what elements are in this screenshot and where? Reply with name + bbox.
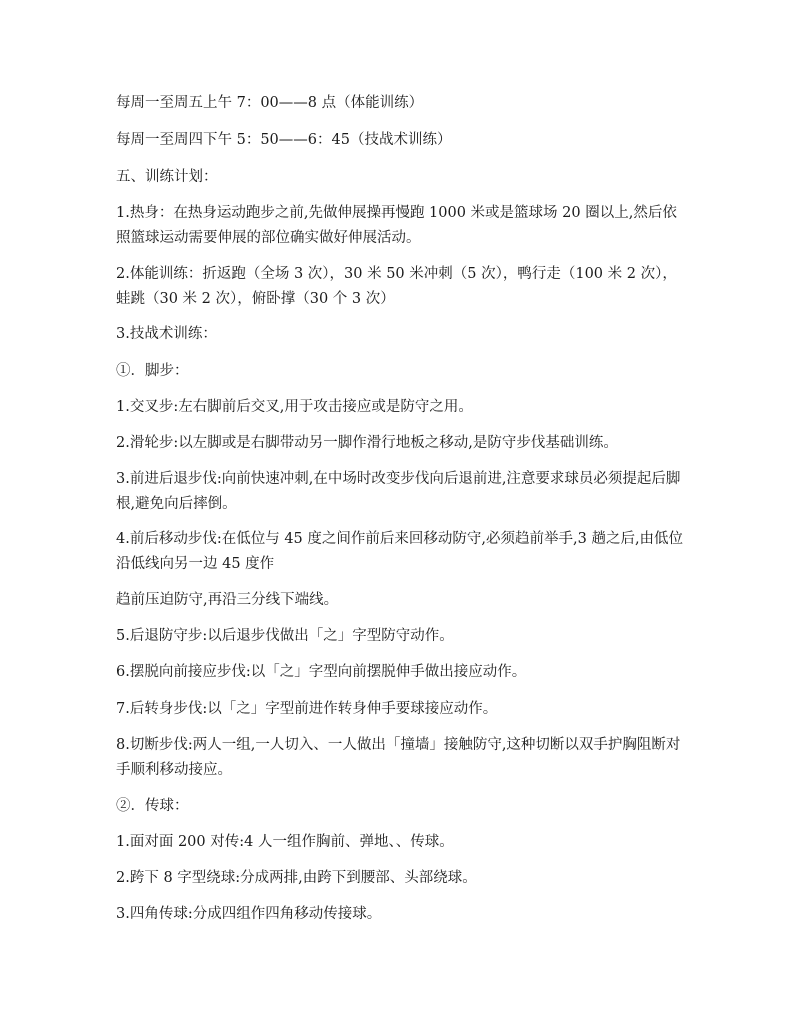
schedule-morning: 每周一至周五上午 7：00——8 点（体能训练） xyxy=(116,95,424,111)
footwork-item-7: 7.后转身步伐:以「之」字型前进作转身伸手要球接应动作。 xyxy=(116,701,498,717)
item-fitness-training: 2.体能训练：折返跑（全场 3 次），30 米 50 米冲刺（5 次），鸭行走（100 米 2 次），蛙跳（30 米 2 次），俯卧撑（30 个 3 次） xyxy=(116,266,677,307)
footwork-item-2: 2.滑轮步:以左脚或是右脚带动另一脚作滑行地板之移动,是防守步伐基础训练。 xyxy=(116,435,618,451)
footwork-item-8: 8.切断步伐:两人一组,一人切入、一人做出「撞墙」接触防守,这种切断以双手护胸阻断对手顺利移动接应。 xyxy=(116,737,681,778)
footwork-item-4-continued: 趋前压迫防守,再沿三分线下端线。 xyxy=(116,592,339,608)
subheading-passing: ②．传球： xyxy=(116,798,189,814)
footwork-item-4: 4.前后移动步伐:在低位与 45 度之间作前后来回移动防守,必须趋前举手,3 趟之后,由低位沿低线向另一边 45 度作 xyxy=(116,531,684,572)
item-warmup: 1.热身：在热身运动跑步之前,先做伸展操再慢跑 1000 米或是篮球场 20 圈以上,然后依照篮球运动需要伸展的部位确实做好伸展活动。 xyxy=(116,205,677,246)
footwork-item-6: 6.摆脱向前接应步伐:以「之」字型向前摆脱伸手做出接应动作。 xyxy=(116,664,527,680)
item-technical-training-heading: 3.技战术训练： xyxy=(116,326,217,342)
passing-item-1: 1.面对面 200 对传:4 人一组作胸前、弹地、、传球。 xyxy=(116,834,454,850)
schedule-afternoon: 每周一至周四下午 5：50——6：45（技战术训练） xyxy=(116,132,452,148)
section-heading-training-plan: 五、训练计划： xyxy=(116,169,218,185)
footwork-item-1: 1.交叉步:左右脚前后交叉,用于攻击接应或是防守之用。 xyxy=(116,399,473,415)
passing-item-3: 3.四角传球:分成四组作四角移动传接球。 xyxy=(116,906,382,922)
passing-item-2: 2.跨下 8 字型绕球:分成两排,由跨下到腰部、头部绕球。 xyxy=(116,870,477,886)
footwork-item-5: 5.后退防守步:以后退步伐做出「之」字型防守动作。 xyxy=(116,628,454,644)
footwork-item-3: 3.前进后退步伐:向前快速冲刺,在中场时改变步伐向后退前进,注意要求球员必须提起后脚根,避免向后摔倒。 xyxy=(116,471,681,512)
subheading-footwork: ①．脚步： xyxy=(116,363,189,379)
